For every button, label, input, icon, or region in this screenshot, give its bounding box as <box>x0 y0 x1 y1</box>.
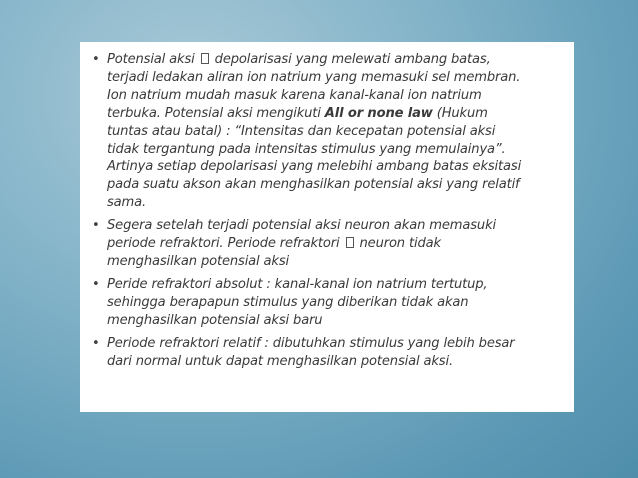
text-line: Segera setelah terjadi potensial aksi neuron akan memasuki <box>107 218 496 234</box>
missing-glyph-icon <box>201 53 209 64</box>
bullet-item <box>89 217 568 271</box>
text-line: sehingga berapapun stimulus yang diberikan tidak akan <box>107 294 469 310</box>
slide-content-panel <box>80 42 574 412</box>
text-line <box>107 105 568 123</box>
text-line: tuntas atau batal) : “Intensitas dan kecepatan potensial aksi <box>107 123 496 139</box>
text-line: Artinya setiap depolarisasi yang melebihi ambang batas eksitasi <box>107 159 522 175</box>
text-segment: depolarisasi yang melewati ambang batas, <box>210 52 491 67</box>
missing-glyph-icon <box>346 237 354 248</box>
text-line: Periode refraktori relatif : dibutuhkan stimulus yang lebih besar <box>107 335 515 351</box>
bullet-marker: • <box>92 52 100 67</box>
bullet-list <box>89 51 568 370</box>
bullet-marker: • <box>92 218 100 234</box>
text-line: pada suatu akson akan menghasilkan potensial aksi yang relatif <box>107 177 520 193</box>
bullet-item <box>89 335 568 371</box>
text-segment: (Hukum <box>432 105 488 121</box>
text-segment: periode refraktori. Periode refraktori <box>107 236 344 252</box>
bullet-item <box>89 276 568 330</box>
text-line: dari normal untuk dapat menghasilkan potensial aksi. <box>107 353 453 369</box>
text-line <box>107 51 568 69</box>
emphasis-text: All or none law <box>324 105 433 121</box>
text-line: Ion natrium mudah masuk karena kanal-kanal ion natrium <box>107 87 482 103</box>
text-line: menghasilkan potensial aksi baru <box>107 312 323 328</box>
text-line: Peride refraktori absolut : kanal-kanal ion natrium tertutup, <box>107 276 488 292</box>
text-segment: Potensial aksi <box>107 52 199 67</box>
text-line: tidak tergantung pada intensitas stimulus yang memulainya”. <box>107 141 506 157</box>
bullet-item <box>89 51 568 212</box>
text-line <box>107 235 568 253</box>
bullet-marker: • <box>92 335 100 351</box>
text-segment: neuron tidak <box>355 236 441 252</box>
text-line: terjadi ledakan aliran ion natrium yang memasuki sel membran. <box>107 69 521 85</box>
text-line: menghasilkan potensial aksi <box>107 253 290 269</box>
text-segment: terbuka. Potensial aksi mengikuti <box>107 105 325 121</box>
text-line: sama. <box>107 195 147 211</box>
bullet-marker: • <box>92 276 100 292</box>
